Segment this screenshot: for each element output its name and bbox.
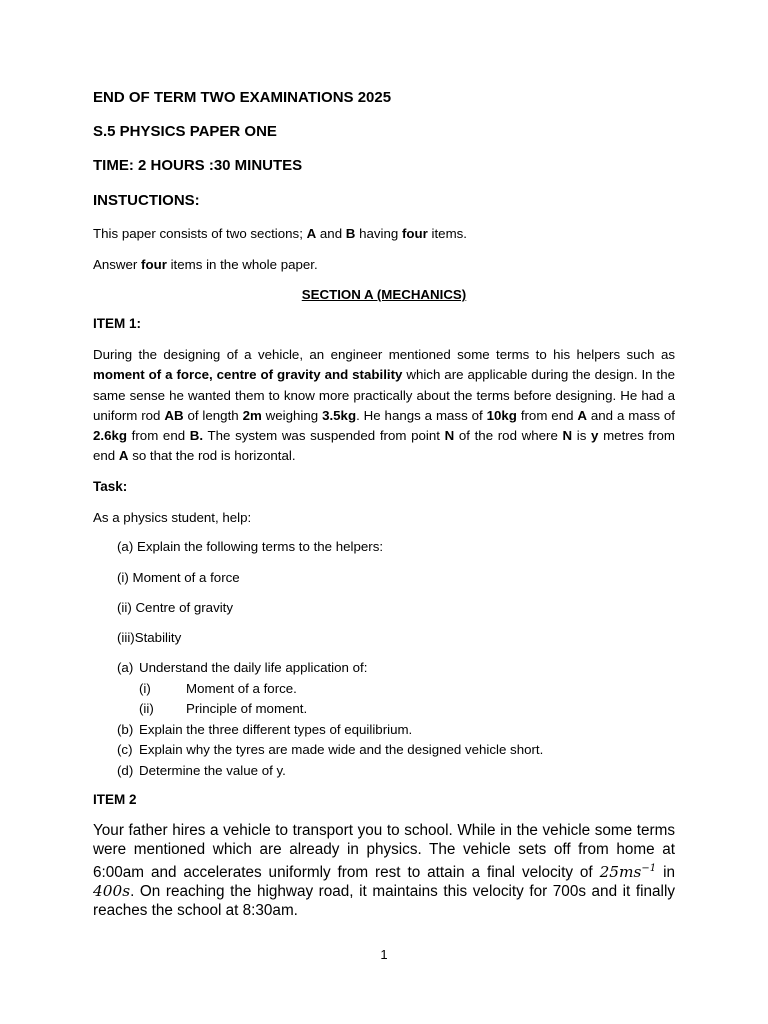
exam-duration: TIME: 2 HOURS :30 MINUTES [93, 157, 303, 174]
list-item [117, 722, 412, 737]
text: This paper consists of two sections; [93, 226, 307, 241]
bold-text: B. [189, 428, 204, 444]
bold-text: A [577, 407, 587, 423]
list-item [117, 660, 367, 675]
text: The system was suspended from point [203, 428, 445, 444]
list-marker: (a) [117, 660, 134, 675]
section-a-heading: SECTION A (MECHANICS) [301, 287, 467, 302]
item-1-heading: ITEM 1: [93, 316, 142, 331]
exam-title: END OF TERM TWO EXAMINATIONS 2025 [93, 89, 392, 106]
text: Answer [93, 257, 142, 272]
bold-text: 10kg [486, 407, 517, 423]
bold-text: 2m [242, 407, 262, 423]
item-1-paragraph [93, 345, 675, 467]
text: weighing [261, 407, 323, 423]
list-marker: (c) [117, 742, 133, 757]
bold-text: A [306, 226, 317, 241]
item-2-paragraph [93, 821, 675, 920]
text: from end [127, 428, 190, 444]
instructions-heading: INSTUCTIONS: [93, 192, 200, 209]
bold-text: N [562, 428, 573, 444]
page-number: 1 [380, 947, 388, 962]
bold-text: moment of a force, centre of gravity and stability [93, 367, 403, 383]
text: is [572, 428, 592, 444]
bold-text: N [444, 428, 455, 444]
bold-text: four [401, 226, 428, 241]
text: which are applicable during the design. In the same sense he wanted them to know more practically about the terms before designing. He had a uniform rod [93, 367, 675, 423]
text: items. [427, 226, 467, 241]
list-text: Understand the daily life application of: [139, 660, 368, 675]
text: Your father hires a vehicle to transport you to school. While in the vehicle some terms were mentioned which are already in physics. The vehicle sets off from home at 6:00am and accelerates uniformly from rest to attain a final velocity of [93, 822, 675, 882]
text: of length [183, 407, 243, 423]
bold-text: AB [164, 407, 184, 423]
term-centre-of-gravity: (ii) Centre of gravity [117, 600, 234, 615]
list-marker: (d) [117, 763, 134, 778]
text: in [656, 864, 675, 882]
list-item [117, 763, 286, 778]
math-superscript: −1 [641, 863, 657, 874]
term-moment-of-force: (i) Moment of a force [117, 570, 240, 585]
text: of the rod where [454, 428, 563, 444]
bold-text: 2.6kg [93, 428, 128, 444]
text: items in the whole paper. [166, 257, 318, 272]
text: from end [516, 407, 578, 423]
bold-text: y [591, 428, 599, 444]
list-marker: (b) [117, 722, 134, 737]
task-heading: Task: [93, 479, 128, 494]
task-intro: As a physics student, help: [93, 510, 252, 525]
bold-text: four [141, 257, 167, 272]
list-text: Determine the value of y. [139, 763, 286, 778]
question-a-explain: (a) Explain the following terms to the helpers: [117, 539, 384, 554]
exam-page [93, 0, 675, 1024]
math-time: 400s [93, 882, 131, 901]
list-marker: (ii) [139, 701, 154, 716]
bold-text: A [118, 448, 129, 464]
text: During the designing of a vehicle, an engineer mentioned some terms to his helpers such as [93, 347, 675, 362]
text: and [316, 226, 346, 241]
list-text: Explain the three different types of equilibrium. [139, 722, 413, 737]
math-velocity [600, 863, 657, 881]
paper-title: S.5 PHYSICS PAPER ONE [93, 123, 277, 140]
text: having [355, 226, 402, 241]
instruction-line-2 [93, 257, 318, 272]
item-2-heading: ITEM 2 [93, 792, 137, 807]
list-text: Moment of a force. [186, 681, 297, 696]
bold-text: B [345, 226, 356, 241]
term-stability: (iii)Stability [117, 630, 182, 645]
list-item [139, 681, 297, 696]
text: . On reaching the highway road, it maintains this velocity for 700s and it finally reaches the school at 8:30am. [93, 883, 675, 920]
instruction-line-1 [93, 226, 467, 241]
text: so that the rod is horizontal. [128, 448, 296, 464]
text: and a mass of [587, 407, 676, 423]
math-text: 25ms [599, 863, 642, 882]
text: metres from end [93, 428, 675, 464]
list-text: Principle of moment. [186, 701, 308, 716]
bold-text: 3.5kg [322, 407, 357, 423]
list-item [139, 701, 307, 716]
list-text: Explain why the tyres are made wide and the designed vehicle short. [139, 742, 544, 757]
text: . He hangs a mass of [356, 407, 487, 423]
list-marker: (i) [139, 681, 151, 696]
list-item [117, 742, 543, 757]
